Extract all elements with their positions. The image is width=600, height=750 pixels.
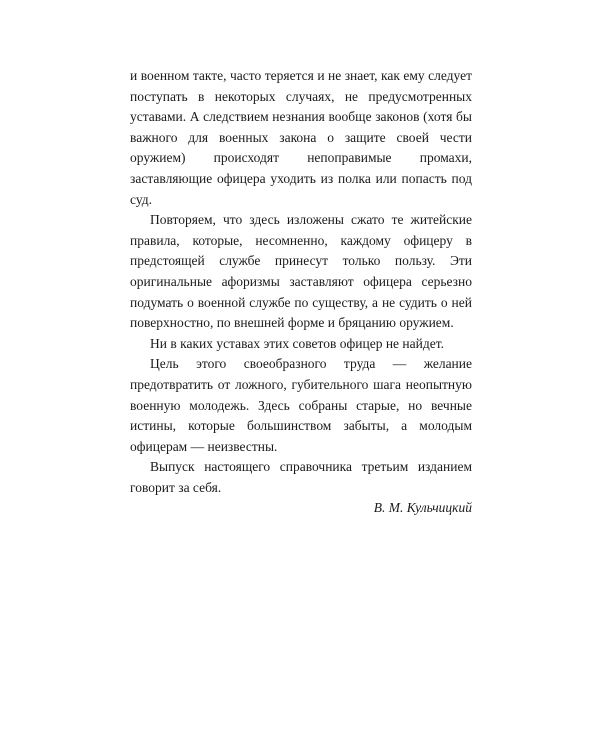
page-text-block [130, 66, 472, 519]
paragraph-5: Выпуск настоящего справочника третьим изданием говорит за себя. [130, 459, 472, 495]
paragraph-2: Повторяем, что здесь изложены сжато те житейские правила, которые, несомненно, каждому офицеру в предстоящей службе принесут только пользу. Эти оригинальные афоризмы заставляют офицера серьезно подумать о военной службе по существу, а не судить о ней поверхностно, по внешней форме и бряцанию оружием. [130, 212, 472, 331]
author-signature: В. М. Кульчицкий [373, 500, 472, 516]
paragraph-1: и военном такте, часто теряется и не знает, как ему следует поступать в некоторых случаях, не предусмотренных уставами. А следствием незнания вообще законов (хотя бы важного для военных закона о защите своей чести оружием) происходят непоправимые промахи, заставляющие офицера уходить из полка или попасть под суд. [130, 68, 472, 207]
paragraph-3: Ни в каких уставах этих советов офицер не найдет. [150, 335, 444, 351]
paragraph-4: Цель этого своеобразного труда — желание предотвратить от ложного, губительного шага неопытную военную молодежь. Здесь собраны старые, но вечные истины, которые большинством забыты, а молодым офицерам — неизвестны. [130, 356, 472, 454]
